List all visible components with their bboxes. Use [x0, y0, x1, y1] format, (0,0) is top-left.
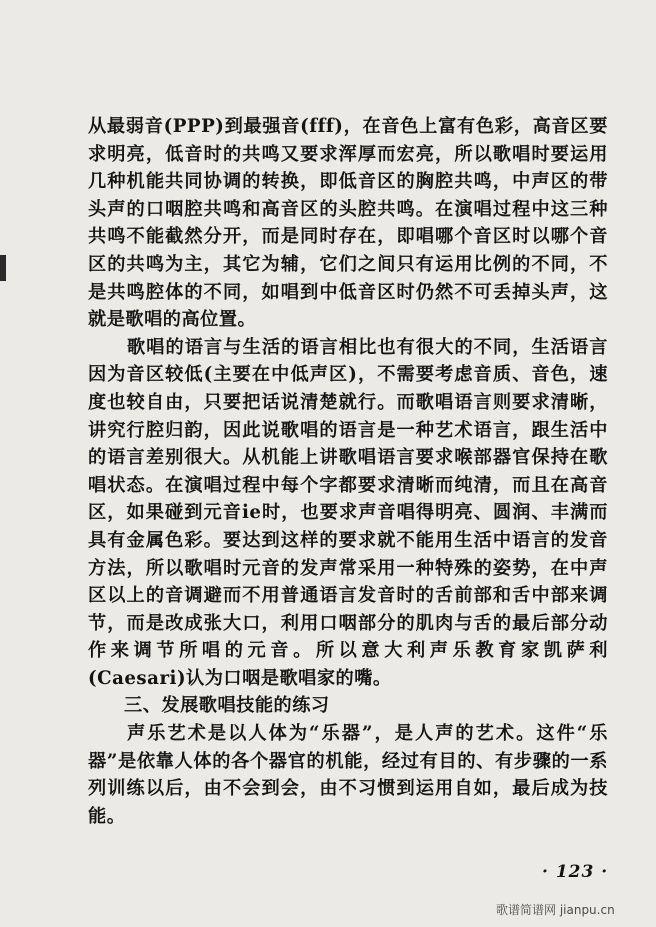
watermark: 歌谱简谱网 jianpu.cn — [496, 903, 615, 917]
paragraph-2: 歌唱的语言与生活的语言相比也有很大的不同，生活语言因为音区较低(主要在中低声区)，不需要考虑音质、音色，速度也较自由，只要把话说清楚就行。而歌唱语言则要求清晰，讲究行腔归韵，因此说歌唱的语言是一种艺术语言，跟生活中的语言差别很大。从机能上讲歌唱语言要求喉部器官保持在歌唱状态。在演唱过程中每个字都要求清晰而纯清，而且在高音区，如果碰到元音ie时，也要求声音唱得明亮、圆润、丰满而具有金属色彩。要达到这样的要求就不能用生活中语言的发音方法，所以歌唱时元音的发声常采用一种特殊的姿势，在中声区以上的音调避而不用普通语言发音时的舌前部和舌中部来调节，而是改成张大口，利用口咽部分的肌肉与舌的最后部分动作来调节所唱的元音。所以意大利声乐教育家凯萨利(Caesari)认为口咽是歌唱家的嘴。 — [88, 336, 608, 689]
paragraph-1: 从最弱音(PPP)到最强音(fff)，在音色上富有色彩，高音区要求明亮，低音时的共鸣又要求浑厚而宏亮，所以歌唱时要运用几种机能共同协调的转换，即低音区的胸腔共鸣，中声区的带头声的口咽腔共鸣和高音区的头腔共鸣。在演唱过程中这三种共鸣不能截然分开，而是同时存在，即唱哪个音区时以哪个音区的共鸣为主，其它为辅，它们之间只有运用比例的不同，不是共鸣腔体的不同，如唱到中低音区时仍然不可丢掉头声，这就是歌唱的高位置。 — [88, 116, 608, 331]
scan-margin-mark — [0, 255, 6, 281]
section-heading: 三、发展歌唱技能的练习 — [124, 695, 330, 717]
page-number: · 123 · — [542, 862, 609, 882]
body-text — [88, 113, 608, 830]
paragraph-3: 声乐艺术是以人体为“乐器”，是人声的艺术。这件“乐器”是依靠人体的各个器官的机能，经过有目的、有步骤的一系列训练以后，由不会到会，由不习惯到运用自如，最后成为技能。 — [88, 723, 608, 827]
